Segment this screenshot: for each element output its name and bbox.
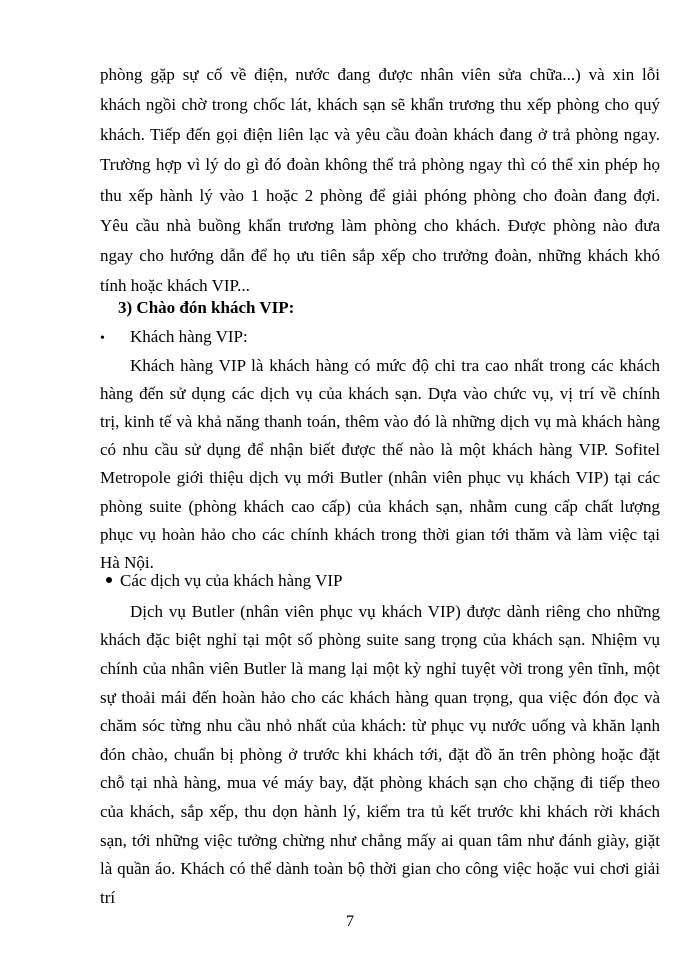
- text-line: khách đặc biệt nghỉ tại một số phòng suite sang trọng của khách sạn. Nhiệm vụ: [100, 630, 660, 649]
- text-line: sạn, tới những việc tưởng chừng như chẳng mấy ai quan tâm như đánh giày, giặt: [100, 831, 660, 850]
- text-line: trí: [100, 888, 116, 907]
- section-heading: 3) Chào đón khách VIP:: [118, 298, 295, 317]
- text-line: phòng gặp sự cố về điện, nước đang được nhân viên sửa chữa...) và xin lỗi: [100, 65, 660, 84]
- bullet-label: Khách hàng VIP:: [130, 327, 248, 346]
- page-number: 7: [346, 913, 354, 930]
- text-line: của khách, sắp xếp, thu dọn hành lý, kiểm tra tủ kết trước khi khách rời khách: [100, 802, 660, 821]
- text-line: Khách hàng VIP là khách hàng có mức độ chi tra cao nhất trong các khách: [130, 356, 660, 375]
- bullet-label: Các dịch vụ của khách hàng VIP: [120, 571, 343, 590]
- text-line: là quần áo. Khách có thể dành toàn bộ thời gian cho công việc hoặc vui chơi giải: [100, 859, 660, 878]
- bullet-item-vip-customer: [100, 327, 248, 349]
- text-line: đón chào, chuẩn bị phòng ở trước khi khách tới, đặt đồ ăn trên phòng hoặc đặt: [100, 745, 660, 764]
- text-line: khách ngồi chờ trong chốc lát, khách sạn sẽ khẩn trương thu xếp phòng cho quý: [100, 95, 660, 114]
- text-line: phục vụ hoàn hảo cho các chính khách trong thời gian tới thăm và làm việc tại: [100, 525, 660, 544]
- text-line: Metropole giới thiệu dịch vụ mới Butler (nhân viên phục vụ khách VIP) tại các: [100, 468, 660, 487]
- bullet-item-vip-services: [106, 571, 343, 591]
- text-line: phòng suite (phòng khách cao cấp) của khách sạn, nhằm cung cấp chất lượng: [100, 497, 660, 516]
- text-line: tính hoặc khách VIP...: [100, 276, 250, 295]
- text-line: ngay cho hướng dẫn để họ ưu tiên sắp xếp cho trưởng đoàn, những khách khó: [100, 246, 660, 265]
- text-line: sự thoải mái đến hoàn hảo cho các khách hàng quan trọng, qua việc đón đọc và: [100, 688, 660, 707]
- text-line: chính của nhân viên Butler là mang lại một kỳ nghỉ tuyệt vời trong yên tĩnh, một: [100, 659, 660, 678]
- bullet-icon: [106, 577, 112, 583]
- text-line: chỗ tại nhà hàng, mua vé máy bay, đặt phòng khách sạn cho chặng đi tiếp theo: [100, 773, 660, 792]
- bullet-icon: •: [100, 331, 105, 346]
- text-line: thu xếp hành lý vào 1 hoặc 2 phòng để giải phóng phòng cho đoàn đang đợi.: [100, 186, 660, 205]
- text-line: Dịch vụ Butler (nhân viên phục vụ khách VIP) được dành riêng cho những: [130, 602, 660, 621]
- text-line: trị, kinh tế và khả năng thanh toán, thêm vào đó là những dịch vụ mà khách hàng: [100, 412, 660, 431]
- text-line: Hà Nội.: [100, 553, 154, 572]
- text-line: chăm sóc từng nhu cầu nhỏ nhất của khách: từ phục vụ nước uống và khăn lạnh: [100, 716, 660, 735]
- text-line: Yêu cầu nhà buồng khẩn trương làm phòng cho khách. Được phòng nào đưa: [100, 216, 660, 235]
- text-line: Trường hợp vì lý do gì đó đoàn không thể trả phòng ngay thì có thể xin phép họ: [100, 155, 660, 174]
- text-line: hàng đến sử dụng các dịch vụ của khách sạn. Dựa vào chức vụ, vị trí về chính: [100, 384, 660, 403]
- text-line: có nhu cầu sử dụng để nhận biết được thế nào là một khách hàng VIP. Sofitel: [100, 440, 660, 459]
- text-line: khách. Tiếp đến gọi điện liên lạc và yêu cầu đoàn khách đang ở trả phòng ngay.: [100, 125, 660, 144]
